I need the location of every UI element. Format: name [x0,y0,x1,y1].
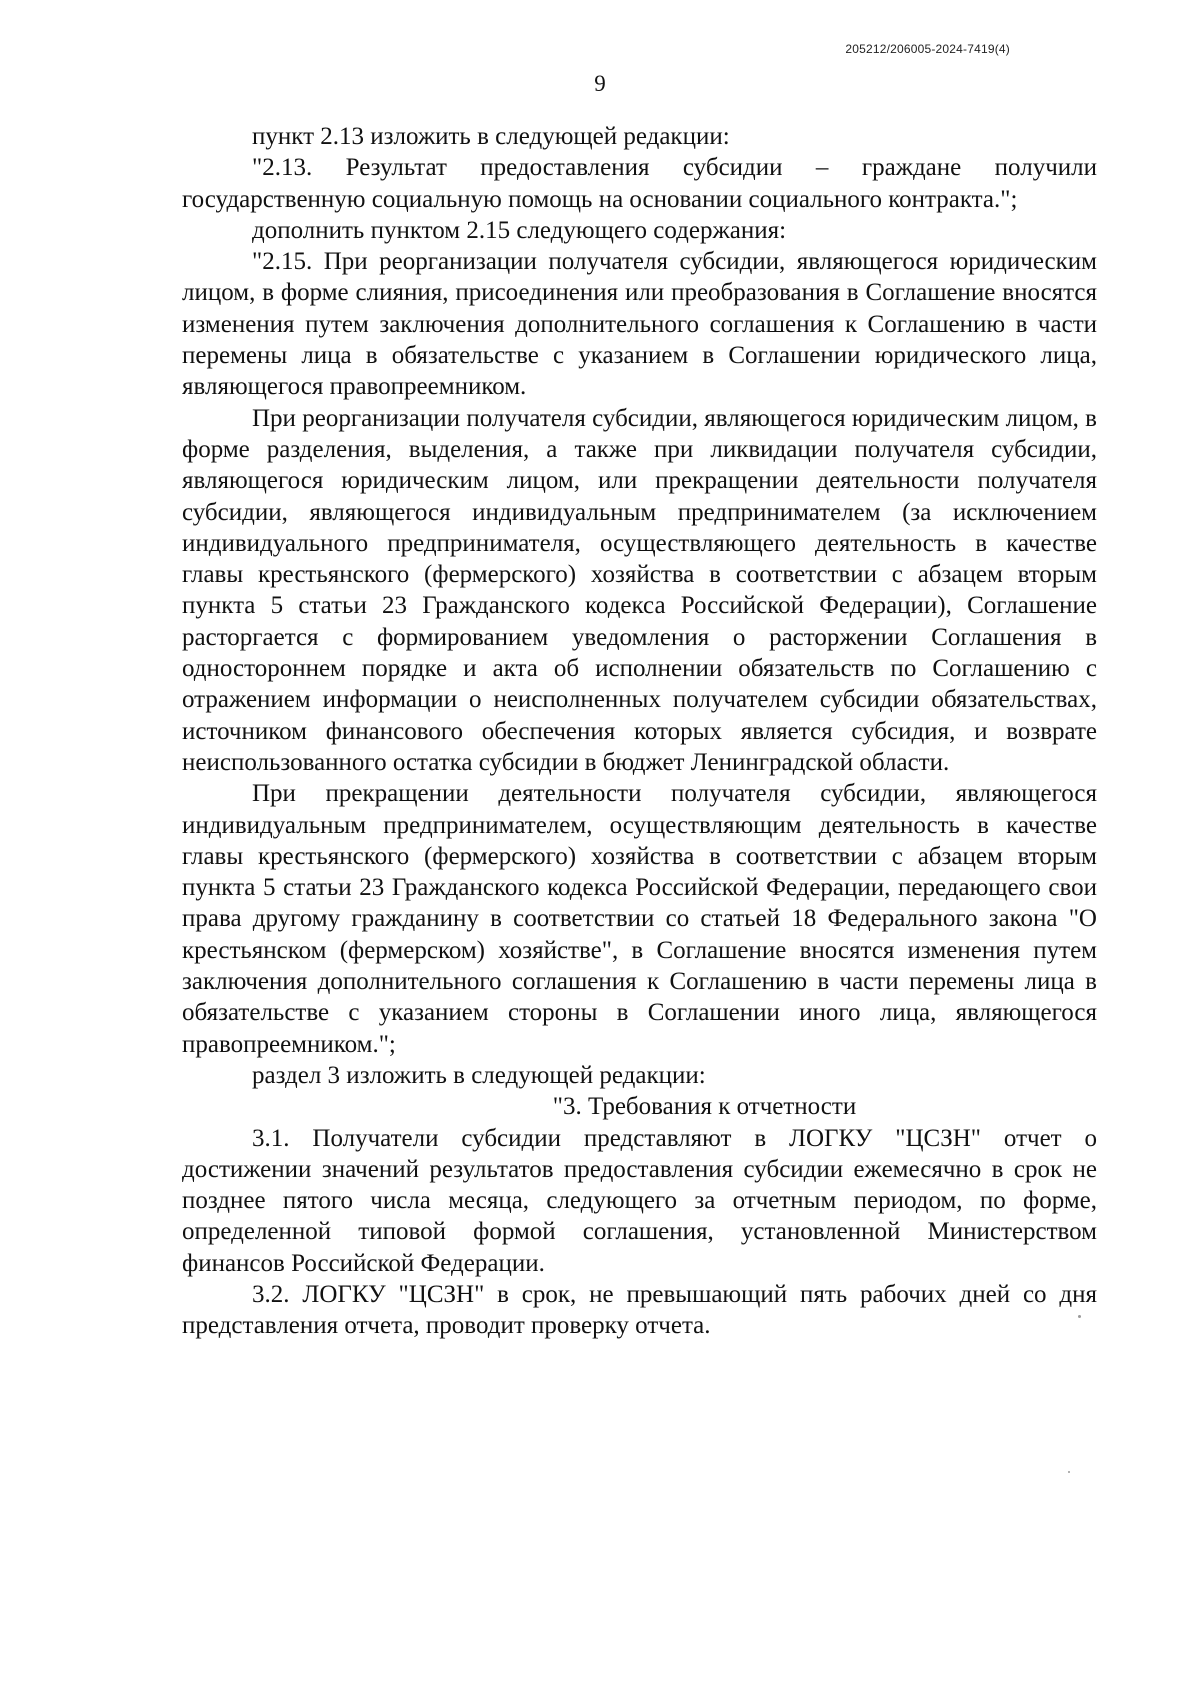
paragraph-section-3-intro: раздел 3 изложить в следующей редакции: [252,1061,706,1089]
scan-speck [1078,1315,1081,1318]
paragraph-termination: При прекращении деятельности получателя субсидии, являющегося индивидуальным предпринимателем, осуществляющим деятельность в качестве главы крестьянского (фермерского) хозяйства в соответствии с абзацем вторым пункта 5 статьи 23 Гражданского кодекса Российской Федерации, передающего свои права другому гражданину в соответствии со статьей 18 Федерального закона "О крестьянском (фермерском) хозяйстве", в Соглашение вносятся изменения путем заключения дополнительного соглашения к Соглашению в части перемены лица в обязательстве с указанием стороны в Соглашении иного лица, являющегося правопреемником."; [182,780,1097,1058]
document-body [182,121,1097,1342]
paragraph-reorganization: При реорганизации получателя субсидии, являющегося юридическим лицом, в форме разделения, выделения, а также при ликвидации получателя субсидии, являющегося юридическим лицом, или прекращении деятельности получателя субсидии, являющегося индивидуальным предпринимателем (за исключением индивидуального предпринимателя, осуществляющего деятельность в качестве главы крестьянского (фермерского) хозяйства в соответствии с абзацем вторым пункта 5 статьи 23 Гражданского кодекса Российской Федерации), Соглашение расторгается с формированием уведомления о расторжении Соглашения в одностороннем порядке и акта об исполнении обязательств по Соглашению с отражением информации о неисполненных получателем субсидии обязательствах, источником финансового обеспечения которых является субсидия, и возврате неиспользованного остатка субсидии в бюджет Ленинградской области. [182,404,1097,776]
page-number: 9 [594,71,606,96]
paragraph-3-2: 3.2. ЛОГКУ "ЦСЗН" в срок, не превышающий пять рабочих дней со дня представления отчета, проводит проверку отчета. [182,1280,1097,1340]
section-3-heading: "3. Требования к отчетности [552,1093,857,1121]
scan-speck [1068,1471,1070,1473]
paragraph-3-1: 3.1. Получатели субсидии представляют в ЛОГКУ "ЦСЗН" отчет о достижении значений результатов предоставления субсидии ежемесячно в срок не позднее пятого числа месяца, следующего за отчетным периодом, по форме, определенной типовой формой соглашения, установленной Министерством финансов Российской Федерации. [182,1124,1097,1277]
paragraph-2-15-text: "2.15. При реорганизации получателя субсидии, являющегося юридическим лицом, в форме слияния, присоединения или преобразования в Соглашение вносятся изменения путем заключения дополнительного соглашения к Соглашению в части перемены лица в обязательстве с указанием в Соглашении юридического лица, являющегося правопреемником. [182,248,1097,401]
document-code: 205212/206005-2024-7419(4) [845,42,1010,56]
paragraph-2-13-intro: пункт 2.13 изложить в следующей редакции: [252,123,730,150]
paragraph-2-15-intro: дополнить пунктом 2.15 следующего содержания: [252,216,787,244]
paragraph-2-13-text: "2.13. Результат предоставления субсидии – граждане получили государственную социальную помощь на основании социального контракта."; [182,154,1097,213]
